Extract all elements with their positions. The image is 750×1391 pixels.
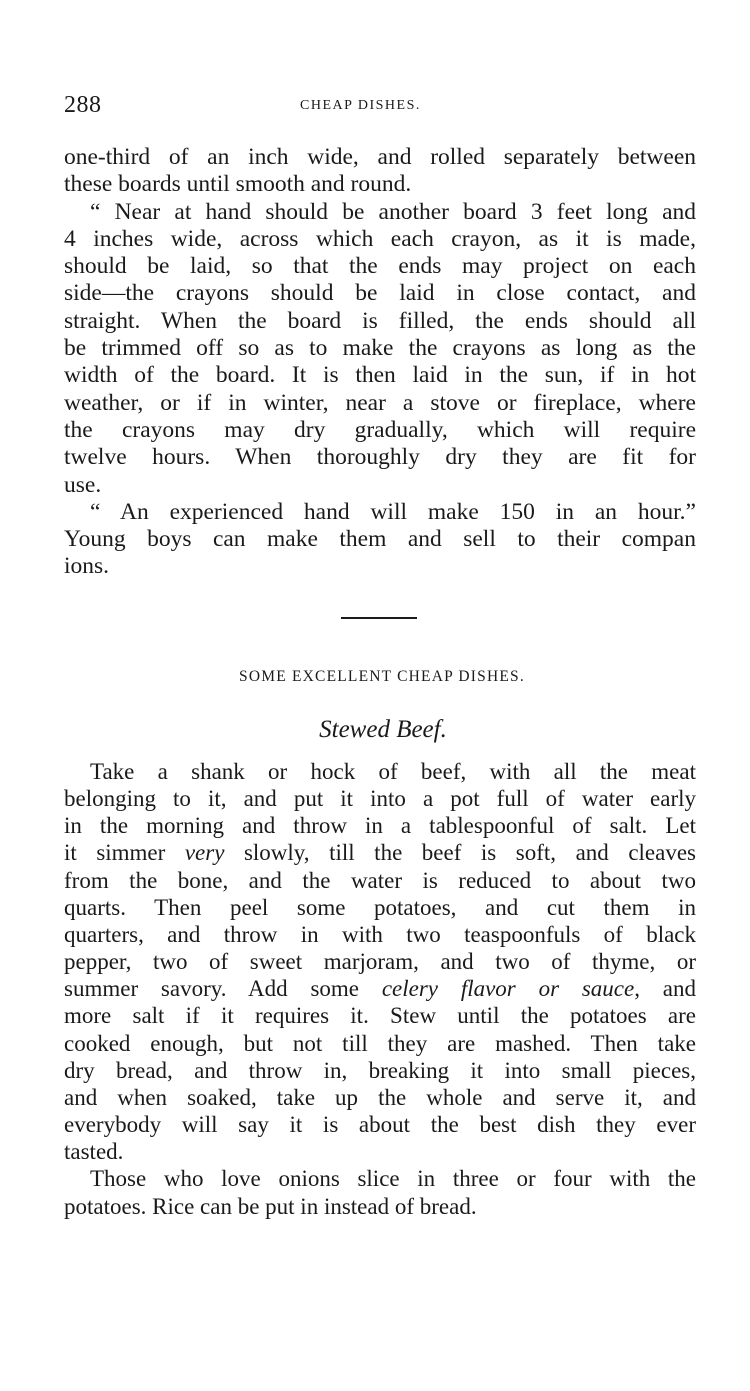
emphasis-text: very <box>184 840 225 866</box>
text-line: the crayons may dry gradually, which will require <box>64 416 696 443</box>
recipe-title: Stewed Beef. <box>319 716 447 743</box>
text-line: everybody will say it is about the best dish they ever <box>64 1112 696 1138</box>
text-line: twelve hours. When thoroughly dry they are fit for <box>64 444 696 471</box>
section-divider <box>341 617 417 619</box>
text-line: “ Near at hand should be another board 3 feet long and <box>90 198 696 225</box>
text-line: cooked enough, but not till they are mashed. Then take <box>64 1030 696 1056</box>
running-head <box>64 92 696 122</box>
text-line: one-third of an inch wide, and rolled separately between <box>64 144 696 170</box>
text-line: and when soaked, take up the whole and serve it, and <box>64 1084 696 1110</box>
text-line: potatoes. Rice can be put in instead of bread. <box>64 1193 477 1219</box>
text-line: pepper, two of sweet marjoram, and two of thyme, or <box>64 949 696 975</box>
emphasis-text: celery flavor or sauce <box>381 976 635 1002</box>
section-heading: SOME EXCELLENT CHEAP DISHES. <box>239 668 525 685</box>
text-line: Young boys can make them and sell to their compan <box>64 526 696 553</box>
text-line: weather, or if in winter, near a stove or fireplace, where <box>64 389 696 416</box>
text-line: dry bread, and throw in, breaking it into small pieces, <box>64 1057 696 1083</box>
text-line: in the morning and throw in a tablespoonful of salt. Let <box>64 813 696 839</box>
text-line: Take a shank or hock of beef, with all the meat <box>90 759 696 784</box>
text-line: width of the board. It is then laid in the sun, if in hot <box>64 362 696 389</box>
text-fragment: summer savory. Add some <box>64 976 382 1002</box>
text-line: belonging to it, and put it into a pot full of water early <box>64 786 696 812</box>
text-line: from the bone, and the water is reduced to about two <box>64 867 696 893</box>
text-line: use. <box>64 471 102 498</box>
text-line: 4 inches wide, across which each crayon, as it is made, <box>64 225 696 252</box>
text-line: quarts. Then peel some potatoes, and cut them in <box>64 894 696 920</box>
running-title: CHEAP DISHES. <box>300 98 421 113</box>
text-line: “ An experienced hand will make 150 in an hour.” <box>90 498 696 525</box>
text-line <box>64 839 696 866</box>
text-line: ions. <box>64 553 110 580</box>
text-line <box>64 975 696 1002</box>
page-number: 288 <box>64 92 102 118</box>
text-line: Those who love onions slice in three or four with the <box>90 1166 696 1192</box>
text-line: side—the crayons should be laid in close contact, and <box>64 280 696 307</box>
text-line: straight. When the board is filled, the ends should all <box>64 307 696 334</box>
text-line: quarters, and throw in with two teaspoonfuls of black <box>64 921 696 947</box>
crayon-instructions-text <box>64 144 696 581</box>
text-line: more salt if it requires it. Stew until the potatoes are <box>64 1003 696 1029</box>
text-line: these boards until smooth and round. <box>64 171 412 198</box>
text-fragment: slowly, till the beef is soft, and cleaves <box>224 840 696 866</box>
text-line: should be laid, so that the ends may project on each <box>64 253 696 280</box>
text-fragment: , and <box>634 976 696 1002</box>
text-fragment: it simmer <box>64 840 185 866</box>
text-line: tasted. <box>64 1139 124 1165</box>
text-line: be trimmed off so as to make the crayons as long as the <box>64 335 696 362</box>
recipe-text <box>64 758 696 1220</box>
